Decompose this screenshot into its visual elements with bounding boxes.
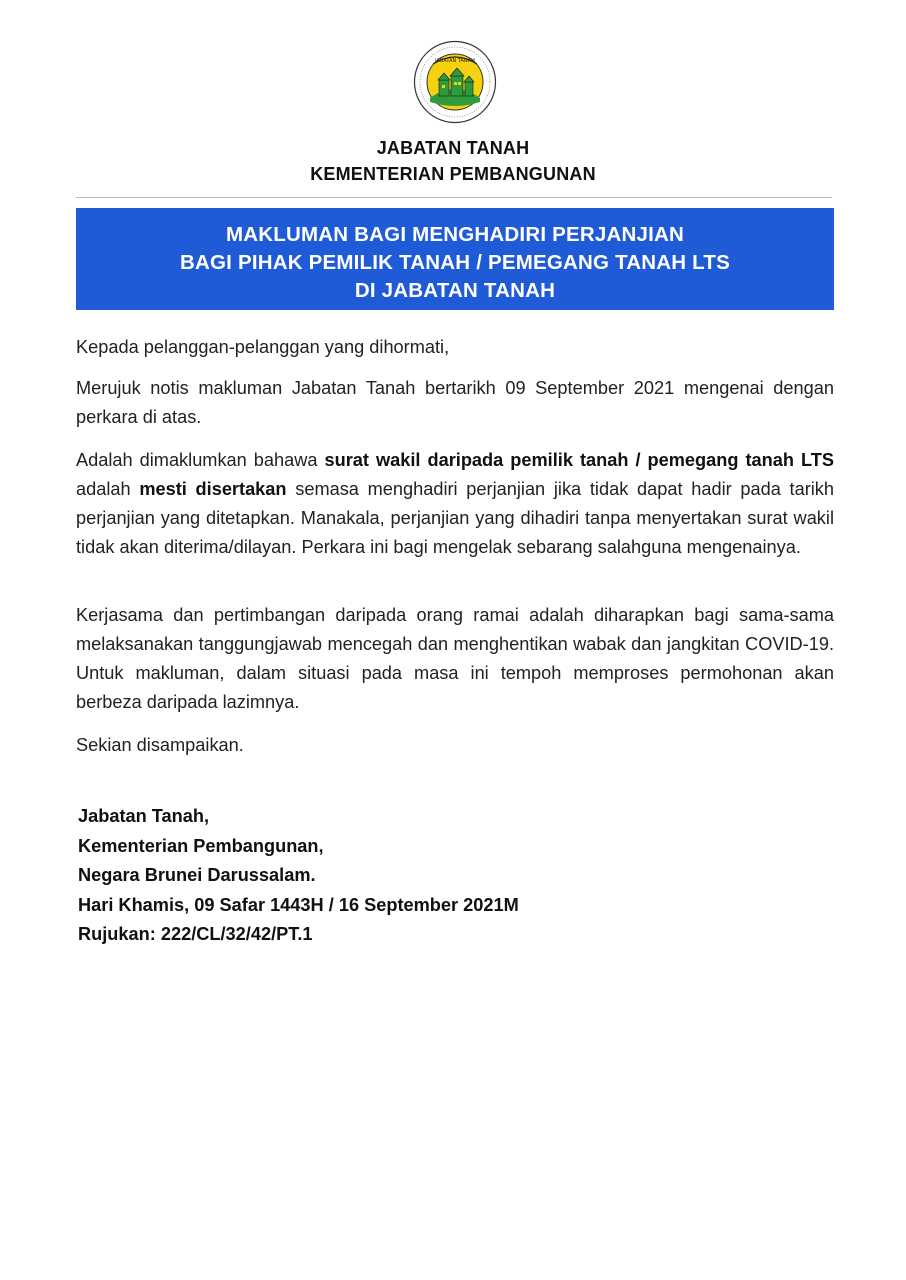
requirement-bold-letter: surat wakil daripada pemilik tanah / pemegang tanah LTS [324,450,834,470]
banner-title-line-1: MAKLUMAN BAGI MENGHADIRI PERJANJIAN [225,223,684,246]
signature-country: Negara Brunei Darussalam. [78,865,316,885]
signature-ministry: Kementerian Pembangunan, [78,835,324,856]
header-divider [76,197,832,198]
reference-paragraph: Merujuk notis makluman Jabatan Tanah bertarikh 09 September 2021 mengenai dengan perkara di atas. [76,378,834,427]
ministry-name: KEMENTERIAN PEMBANGUNAN [310,164,596,184]
org-name: JABATAN TANAH [376,138,530,158]
requirement-text-3: semasa menghadiri perjanjian jika tidak dapat hadir pada tarikh perjanjian yang ditetapkan. Manakala, perjanjian yang dihadiri tanpa menyertakan surat wakil tidak akan diterima/dilayan. Perkara ini bagi mengelak sebarang salahguna mengenainya. [76,479,835,557]
requirement-text-1: Adalah dimaklumkan bahawa [76,450,325,470]
banner-title-line-2: BAGI PIHAK PEMILIK TANAH / PEMEGANG TANAH LTS [180,251,730,274]
requirement-bold-mandatory: mesti disertakan [139,479,287,499]
requirement-paragraph [76,446,834,562]
cooperation-paragraph: Kerjasama dan pertimbangan daripada orang ramai adalah diharapkan bagi sama-sama melaksanakan tanggungjawab mencegah dan menghentikan wabak dan jangkitan COVID-19. Untuk makluman, dalam situasi pada masa ini tempoh memproses permohonan akan berbeza daripada lazimnya. [76,605,834,712]
seal-label: JABATAN TANAH [435,58,475,64]
banner-title-line-3: DI JABATAN TANAH [354,279,556,302]
requirement-text-2: adalah [76,479,140,499]
greeting-text: Kepada pelanggan-pelanggan yang dihormati, [76,337,450,357]
jabatan-tanah-seal-icon [413,40,497,124]
notice-title-banner [76,208,834,310]
signature-reference: Rujukan: 222/CL/32/42/PT.1 [78,924,313,944]
signature-department: Jabatan Tanah, [78,806,210,826]
signature-date: Hari Khamis, 09 Safar 1443H / 16 September 2021M [78,894,519,915]
closing-text: Sekian disampaikan. [76,735,244,755]
signature-block [78,802,519,950]
